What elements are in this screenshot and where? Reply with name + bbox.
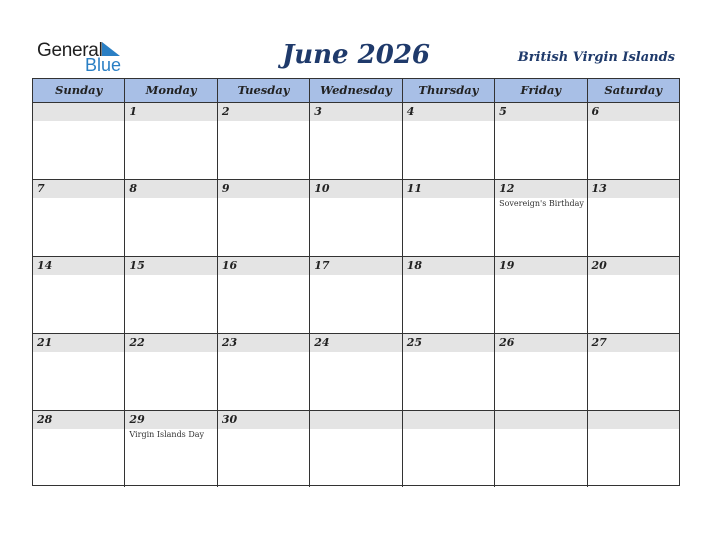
day-number-band <box>495 257 586 275</box>
day-number: 6 <box>591 105 600 118</box>
week-row <box>33 333 679 410</box>
day-number-band <box>310 257 401 275</box>
day-number-band <box>403 180 494 198</box>
day-number-band <box>310 180 401 198</box>
day-cell <box>588 411 679 487</box>
day-number: 13 <box>591 182 607 195</box>
weekday-header <box>33 79 679 102</box>
day-number-band <box>33 103 124 121</box>
day-number: 4 <box>406 105 415 118</box>
day-number-band <box>310 103 401 121</box>
weekday-wednesday: Wednesday <box>310 79 402 102</box>
day-cell <box>588 103 679 179</box>
day-number-band <box>310 411 401 429</box>
day-number: 8 <box>129 182 138 195</box>
day-number-band <box>218 411 309 429</box>
day-cell <box>588 257 679 333</box>
day-number: 30 <box>221 413 238 426</box>
day-number-band <box>218 103 309 121</box>
calendar-grid <box>32 78 680 486</box>
week-row <box>33 256 679 333</box>
day-number: 19 <box>499 259 515 272</box>
day-number: 11 <box>406 182 422 195</box>
day-cell <box>310 334 402 410</box>
day-number-band <box>588 103 679 121</box>
day-number: 24 <box>314 336 330 349</box>
week-row <box>33 102 679 179</box>
day-cell <box>125 334 217 410</box>
day-number-band <box>310 334 401 352</box>
day-number: 20 <box>591 259 607 272</box>
day-number: 17 <box>314 259 330 272</box>
day-cell <box>403 411 495 487</box>
day-number: 14 <box>37 259 53 272</box>
logo-blue-text: Blue <box>85 55 122 75</box>
day-cell <box>33 180 125 256</box>
day-number-band <box>125 103 216 121</box>
weekday-sunday: Sunday <box>33 79 125 102</box>
week-row <box>33 179 679 256</box>
day-cell <box>495 103 587 179</box>
day-cell <box>588 180 679 256</box>
day-number-band <box>33 411 124 429</box>
calendar-title: June 2026 <box>281 40 431 70</box>
day-number-band <box>495 411 586 429</box>
day-cell <box>403 334 495 410</box>
day-number: 26 <box>499 336 515 349</box>
day-number-band <box>125 334 216 352</box>
day-number: 25 <box>406 336 422 349</box>
day-number: 3 <box>314 105 322 118</box>
day-number-band <box>495 103 586 121</box>
logo-general-text: General <box>37 40 103 61</box>
day-cell <box>588 334 679 410</box>
day-number: 22 <box>129 336 145 349</box>
holiday-label: Virgin Islands Day <box>129 430 205 439</box>
day-cell <box>310 103 402 179</box>
day-number: 18 <box>406 259 422 272</box>
day-number-band <box>403 257 494 275</box>
day-number-band <box>495 334 586 352</box>
holiday-label: Sovereign's Birthday <box>499 199 584 208</box>
day-cell <box>218 103 310 179</box>
weekday-monday: Monday <box>125 79 217 102</box>
day-number-band <box>588 334 679 352</box>
day-number: 10 <box>314 182 330 195</box>
day-number: 9 <box>221 182 230 195</box>
day-number-band <box>218 334 309 352</box>
day-number-band <box>403 411 494 429</box>
day-cell <box>33 411 125 487</box>
day-cell <box>125 180 217 256</box>
day-cell <box>403 257 495 333</box>
day-cell <box>403 103 495 179</box>
week-row <box>33 410 679 487</box>
day-number-band <box>125 180 216 198</box>
day-number: 12 <box>499 182 515 195</box>
day-cell <box>495 257 587 333</box>
day-number: 27 <box>591 336 607 349</box>
day-number: 28 <box>37 413 53 426</box>
day-number-band <box>403 103 494 121</box>
day-cell <box>310 411 402 487</box>
day-number-band <box>588 180 679 198</box>
country-name: British Virgin Islands <box>517 50 675 65</box>
day-number-band <box>33 257 124 275</box>
day-number-band <box>588 257 679 275</box>
weekday-thursday: Thursday <box>403 79 495 102</box>
day-number-band <box>125 411 216 429</box>
day-number-band <box>125 257 216 275</box>
day-cell <box>310 257 402 333</box>
day-number: 2 <box>221 105 230 118</box>
day-number: 5 <box>499 105 507 118</box>
day-number: 16 <box>221 259 238 272</box>
day-cell <box>495 411 587 487</box>
day-cell <box>495 334 587 410</box>
day-number-band <box>403 334 494 352</box>
weekday-tuesday: Tuesday <box>218 79 310 102</box>
day-cell <box>125 257 217 333</box>
day-cell <box>33 334 125 410</box>
weekday-friday: Friday <box>495 79 587 102</box>
weekday-saturday: Saturday <box>588 79 679 102</box>
day-cell <box>218 411 310 487</box>
day-number-band <box>495 180 586 198</box>
day-number: 23 <box>221 336 238 349</box>
day-cell <box>33 103 125 179</box>
day-number-band <box>588 411 679 429</box>
day-number: 21 <box>37 336 53 349</box>
day-cell <box>495 180 587 256</box>
day-number: 7 <box>37 182 45 195</box>
day-cell <box>403 180 495 256</box>
day-cell <box>125 411 217 487</box>
day-cell <box>310 180 402 256</box>
day-number: 1 <box>129 105 138 118</box>
day-number-band <box>33 334 124 352</box>
day-cell <box>218 257 310 333</box>
day-cell <box>218 334 310 410</box>
day-cell <box>33 257 125 333</box>
day-number: 15 <box>129 259 145 272</box>
day-number-band <box>33 180 124 198</box>
day-number-band <box>218 180 309 198</box>
day-number-band <box>218 257 309 275</box>
day-cell <box>218 180 310 256</box>
day-number: 29 <box>129 413 145 426</box>
day-cell <box>125 103 217 179</box>
